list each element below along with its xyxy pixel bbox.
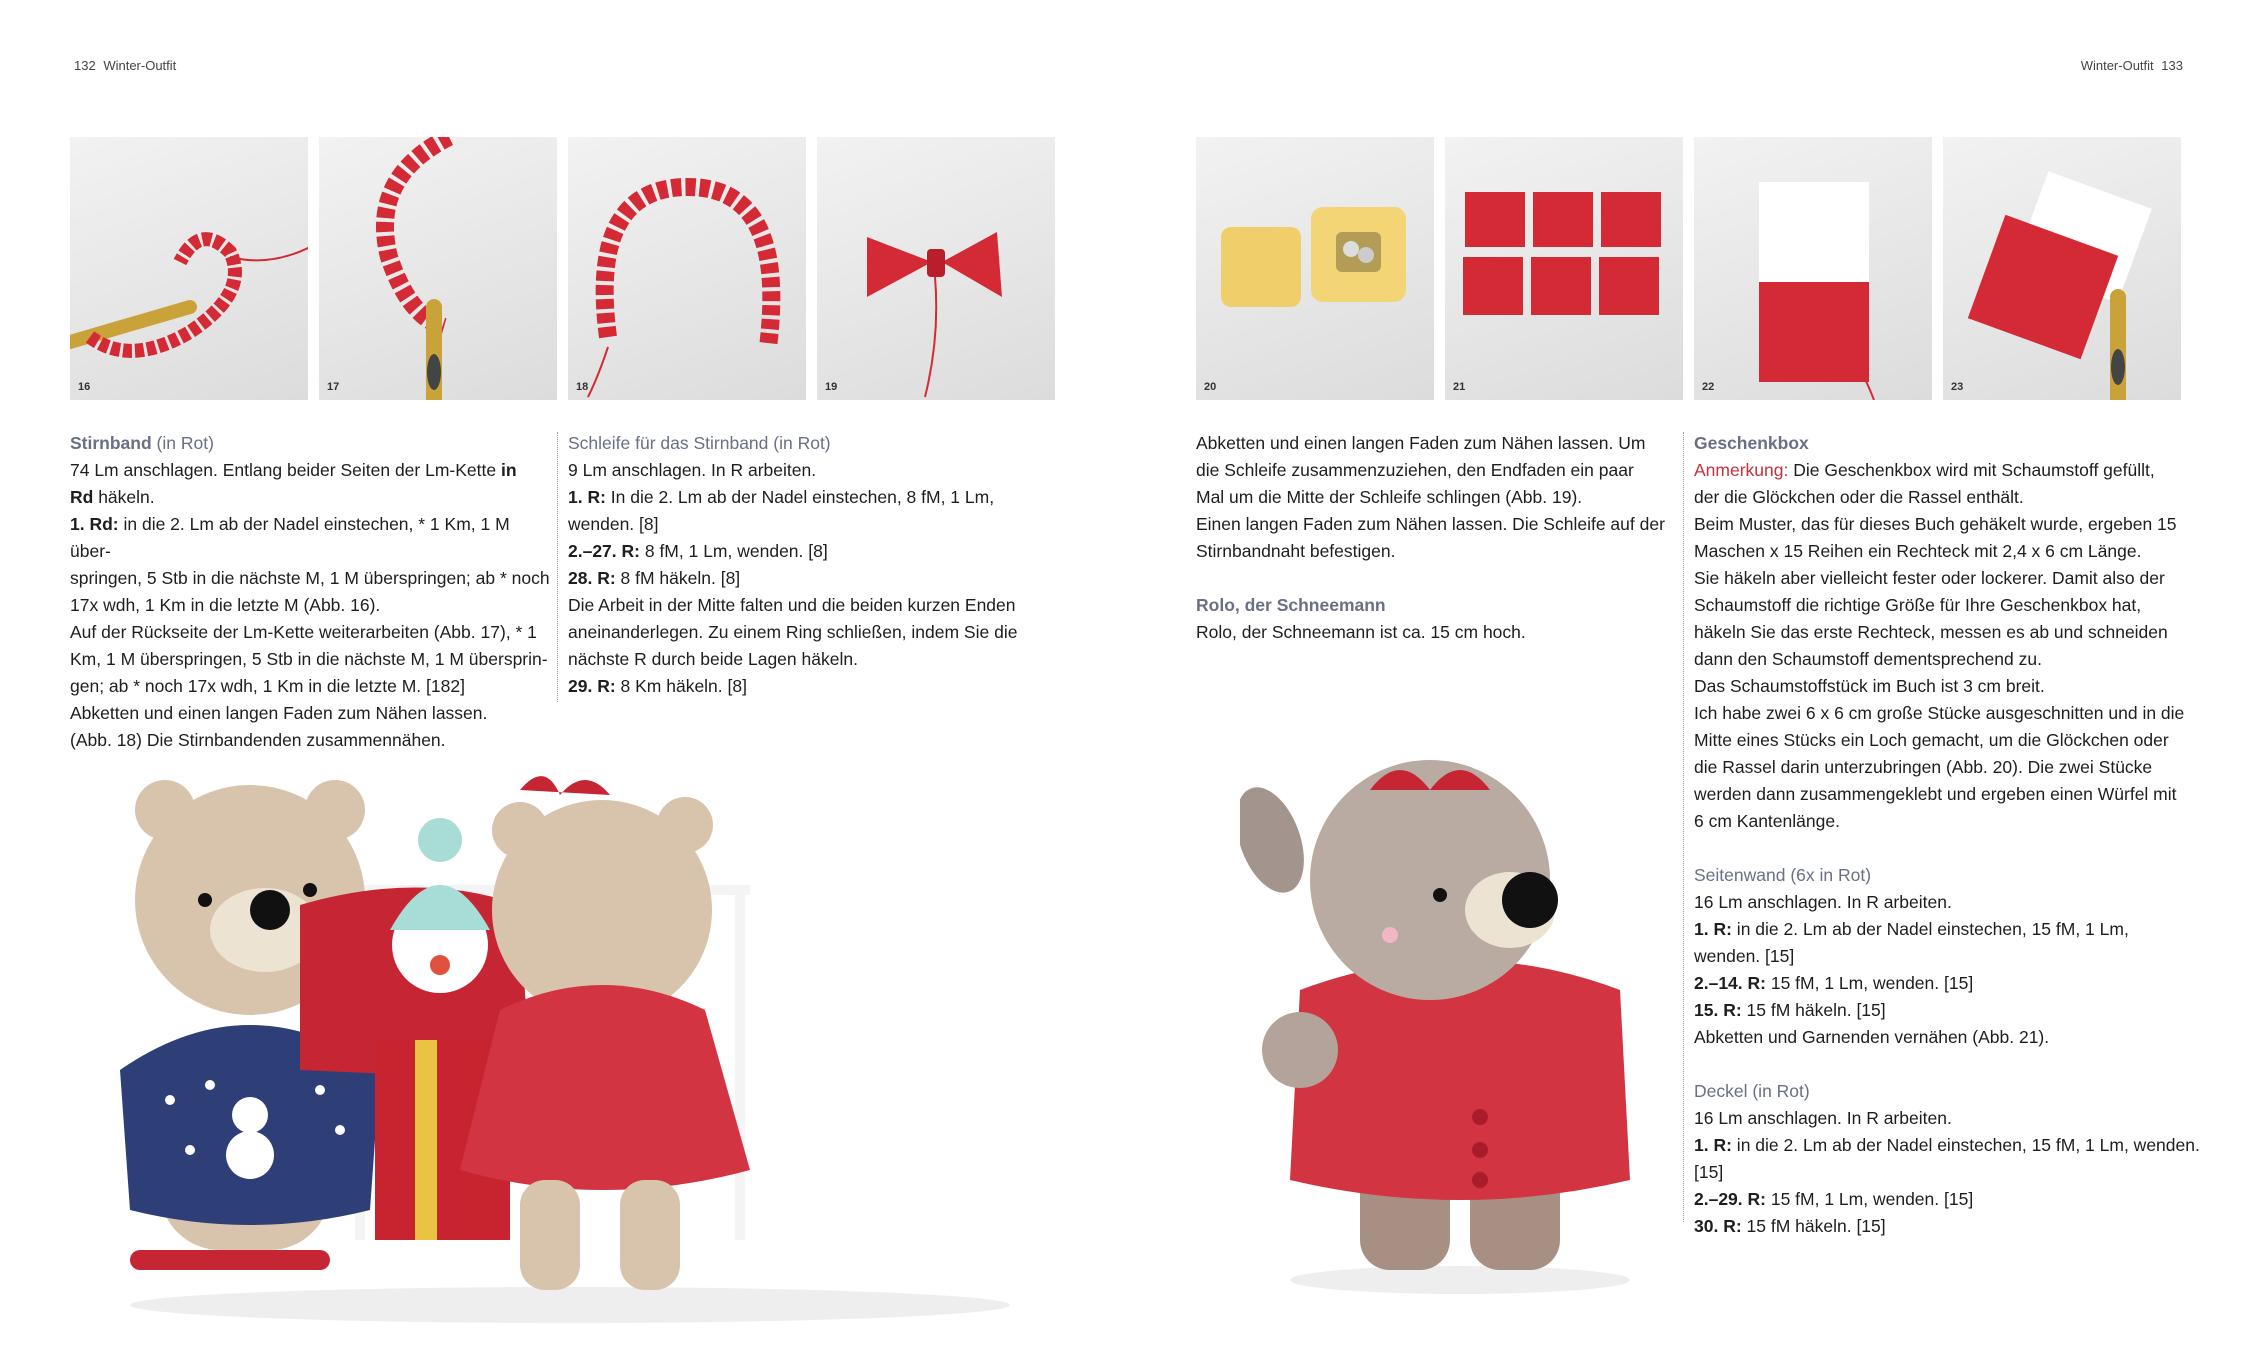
- figure-number: 22: [1702, 381, 1715, 393]
- figure-number: 20: [1204, 381, 1217, 393]
- text: 16 Lm anschlagen. In R arbeiten.: [1694, 892, 1952, 912]
- text: 16 Lm anschlagen. In R arbeiten.: [1694, 1108, 1952, 1128]
- section-heading: Seitenwand (6x in Rot): [1694, 865, 1872, 885]
- text: Rolo, der Schneemann ist ca. 15 cm hoch.: [1196, 622, 1526, 642]
- text: Abketten und einen langen Faden zum Nähen lassen.: [70, 703, 488, 723]
- step-photo-22: [1694, 137, 1932, 400]
- text: Sie häkeln aber vielleicht fester oder lockerer. Damit also der: [1694, 568, 2165, 588]
- column-divider: [1683, 432, 1684, 1222]
- row-label: 1. R:: [568, 487, 606, 507]
- figure-number: 17: [327, 381, 340, 393]
- section-heading: Schleife für das Stirnband (in Rot): [568, 433, 831, 453]
- bold-text: Rd: [70, 487, 94, 507]
- text: Mitte eines Stücks ein Loch gemacht, um die Glöckchen oder: [1694, 730, 2169, 750]
- crochet-square-hook-image: [1943, 137, 2181, 400]
- step-photo-23: [1943, 137, 2181, 400]
- section-heading: Geschenkbox: [1694, 433, 1809, 453]
- step-photo-21: [1445, 137, 1683, 400]
- text: werden dann zusammengeklebt und ergeben einen Würfel mit: [1694, 784, 2177, 804]
- text: 8 fM häkeln. [8]: [615, 568, 741, 588]
- section-heading: Stirnband: [70, 433, 152, 453]
- dog-bear-red-jacket: [1240, 760, 1630, 1270]
- text: Auf der Rückseite der Lm-Kette weiterarbeiten (Abb. 17), * 1: [70, 622, 537, 642]
- section-heading: Rolo, der Schneemann: [1196, 595, 1386, 615]
- chapter-title: Winter-Outfit: [103, 58, 177, 73]
- column-stirnband: [70, 430, 550, 754]
- row-label: 29. R:: [568, 676, 616, 696]
- row-label: 28. R:: [568, 568, 616, 588]
- row-label: 30. R:: [1694, 1216, 1742, 1236]
- row-label: 2.–14. R:: [1694, 973, 1766, 993]
- text: häkeln Sie das erste Rechteck, messen es ab und schneiden: [1694, 622, 2168, 642]
- text: Abketten und Garnenden vernähen (Abb. 21).: [1694, 1027, 2050, 1047]
- text: 6 cm Kantenlänge.: [1694, 811, 1840, 831]
- text: Schaumstoff die richtige Größe für Ihre Geschenkbox hat,: [1694, 595, 2142, 615]
- row-label: 1. Rd:: [70, 514, 119, 534]
- text: dann den Schaumstoff dementsprechend zu.: [1694, 649, 2042, 669]
- row-label: 2.–29. R:: [1694, 1189, 1766, 1209]
- crochet-rectangle-image: [1694, 137, 1932, 400]
- text: springen, 5 Stb in die nächste M, 1 M überspringen; ab * noch: [70, 568, 550, 588]
- text: häkeln.: [93, 487, 155, 507]
- page-number: 132: [74, 58, 96, 73]
- text: Das Schaumstoffstück im Buch ist 3 cm breit.: [1694, 676, 2045, 696]
- text: in die 2. Lm ab der Nadel einstechen, * 1 Km, 1 M über-: [70, 514, 510, 561]
- text: Mal um die Mitte der Schleife schlingen (Abb. 19).: [1196, 487, 1583, 507]
- text: 8 Km häkeln. [8]: [615, 676, 747, 696]
- bears-group-photo: [90, 770, 1070, 1330]
- text: 15 fM, 1 Lm, wenden. [15]: [1765, 1189, 1974, 1209]
- text: 9 Lm anschlagen. In R arbeiten.: [568, 460, 817, 480]
- text: 15 fM häkeln. [15]: [1741, 1216, 1886, 1236]
- row-label: 1. R:: [1694, 919, 1732, 939]
- column-schleife: [568, 430, 1068, 700]
- bold-text: in: [500, 460, 517, 480]
- text: der die Glöckchen oder die Rassel enthält.: [1694, 487, 2024, 507]
- text: Stirnbandnaht befestigen.: [1196, 541, 1396, 561]
- step-photo-18: [568, 137, 806, 400]
- text: 74 Lm anschlagen. Entlang beider Seiten der Lm-Kette: [70, 460, 501, 480]
- text: aneinanderlegen. Zu einem Ring schließen, indem Sie die: [568, 622, 1018, 642]
- text: 17x wdh, 1 Km in die letzte M (Abb. 16).: [70, 595, 381, 615]
- crochet-ring-image: [70, 137, 308, 400]
- text: 8 fM, 1 Lm, wenden. [8]: [639, 541, 828, 561]
- text: nächste R durch beide Lagen häkeln.: [568, 649, 858, 669]
- text: In die 2. Lm ab der Nadel einstechen, 8 fM, 1 Lm,: [605, 487, 995, 507]
- crochet-bow-image: [817, 137, 1055, 400]
- text: Maschen x 15 Reihen ein Rechteck mit 2,4 x 6 cm Länge.: [1694, 541, 2142, 561]
- text: Km, 1 M überspringen, 5 Stb in die nächste M, 1 M übersprin-: [70, 649, 548, 669]
- chapter-title: Winter-Outfit: [2080, 58, 2154, 73]
- column-divider: [557, 432, 558, 702]
- figure-number: 21: [1453, 381, 1466, 393]
- step-photo-20: [1196, 137, 1434, 400]
- figure-number: 18: [576, 381, 589, 393]
- step-photo-19: [817, 137, 1055, 400]
- text: in die 2. Lm ab der Nadel einstechen, 15 fM, 1 Lm, wenden. [15]: [1694, 1135, 2200, 1182]
- text: die Rassel darin unterzubringen (Abb. 20). Die zwei Stücke: [1694, 757, 2153, 777]
- crochet-squares-image: [1445, 137, 1683, 400]
- section-heading: Deckel (in Rot): [1694, 1081, 1810, 1101]
- text: Abketten und einen langen Faden zum Nähen lassen. Um: [1196, 433, 1646, 453]
- figure-number: 23: [1951, 381, 1964, 393]
- row-label: 15. R:: [1694, 1000, 1742, 1020]
- foam-cube-image: [1196, 137, 1434, 400]
- text: 15 fM häkeln. [15]: [1741, 1000, 1886, 1020]
- text: wenden. [15]: [1694, 946, 1795, 966]
- page-number: 133: [2161, 58, 2183, 73]
- text: Die Geschenkbox wird mit Schaumstoff gefüllt,: [1788, 460, 2155, 480]
- crochet-strip-image: [319, 137, 557, 400]
- text: (Abb. 18) Die Stirnbandenden zusammennähen.: [70, 730, 446, 750]
- column-geschenkbox: [1694, 430, 2204, 1240]
- figure-number: 16: [78, 381, 91, 393]
- text: gen; ab * noch 17x wdh, 1 Km in die letzte M. [182]: [70, 676, 465, 696]
- step-photo-17: [319, 137, 557, 400]
- text: in die 2. Lm ab der Nadel einstechen, 15 fM, 1 Lm,: [1731, 919, 2129, 939]
- row-label: 2.–27. R:: [568, 541, 640, 561]
- text: wenden. [8]: [568, 514, 659, 534]
- text: Beim Muster, das für dieses Buch gehäkelt wurde, ergeben 15: [1694, 514, 2177, 534]
- text: Die Arbeit in der Mitte falten und die beiden kurzen Enden: [568, 595, 1016, 615]
- heading-note: (in Rot): [156, 433, 214, 453]
- step-photo-16: [70, 137, 308, 400]
- text: 15 fM, 1 Lm, wenden. [15]: [1765, 973, 1974, 993]
- row-label: 1. R:: [1694, 1135, 1732, 1155]
- running-header-right: [2081, 58, 2187, 73]
- note-label: Anmerkung:: [1694, 460, 1789, 480]
- text: die Schleife zusammenzuziehen, den Endfaden ein paar: [1196, 460, 1634, 480]
- running-header-left: [70, 58, 176, 73]
- bear-dog-photo: [1240, 760, 1660, 1300]
- figure-number: 19: [825, 381, 838, 393]
- column-continued: [1196, 430, 1676, 646]
- text: Ich habe zwei 6 x 6 cm große Stücke ausgeschnitten und in die: [1694, 703, 2185, 723]
- crochet-arch-image: [568, 137, 806, 400]
- text: Einen langen Faden zum Nähen lassen. Die Schleife auf der: [1196, 514, 1665, 534]
